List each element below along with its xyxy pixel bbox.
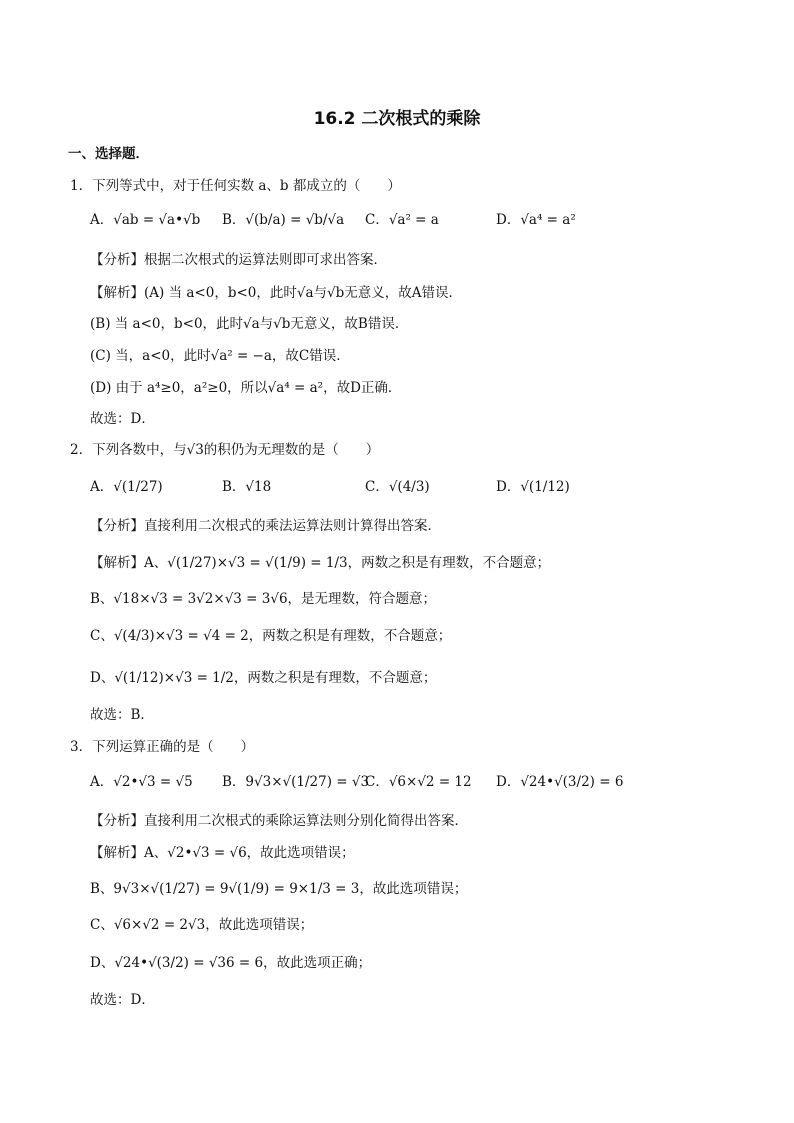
q2-option-a: A．√(1/27) (90, 479, 163, 495)
q2-option-c: C．√(4/3) (365, 479, 430, 495)
q1-solution-line: (C) 当，a<0，此时√a² = −a，故C错误． (90, 348, 350, 364)
q3-solution-line: 【解析】A、√2•√3 = √6，故此选项错误； (90, 845, 355, 861)
q1-solution-line: (B) 当 a<0，b<0，此时√a与√b无意义，故B错误． (90, 316, 409, 332)
q3-option-c: C．√6×√2 = 12 (365, 774, 472, 790)
q1-solution-line: (D) 由于 a⁴≥0，a²≥0，所以√a⁴ = a²，故D正确． (90, 380, 402, 396)
q3-option-a: A．√2•√3 = √5 (90, 774, 193, 790)
q3-option-b: B．9√3×√(1/27) = √3 (222, 774, 370, 790)
q1-solution-line: 【解析】(A) 当 a<0，b<0，此时√a与√b无意义，故A错误． (90, 285, 463, 301)
q2-stem: 2．下列各数中，与√3的积仍为无理数的是（ ） (70, 442, 380, 458)
q3-analysis: 【分析】直接利用二次根式的乘除运算法则分别化简得出答案． (90, 813, 468, 829)
q1-option-c: C．√a² = a (365, 212, 439, 228)
q2-solution-line: D、√(1/12)×√3 = 1/2，两数之积是有理数，不合题意； (90, 670, 437, 686)
q3-solution-line: D、√24•√(3/2) = √36 = 6，故此选项正确； (90, 955, 372, 971)
q3-solution-line: B、9√3×√(1/27) = 9√(1/9) = 9×1/3 = 3，故此选项错误； (90, 881, 468, 897)
q3-option-d: D．√24•√(3/2) = 6 (496, 774, 624, 790)
page-title: 16.2 二次根式的乘除 (313, 109, 481, 129)
q3-solution-line: C、√6×√2 = 2√3，故此选项错误； (90, 917, 314, 933)
q2-solution-line: 【解析】A、√(1/27)×√3 = √(1/9) = 1/3，两数之积是有理数，不合题意； (90, 555, 551, 571)
q2-answer: 故选：B． (90, 707, 154, 723)
q2-option-b: B．√18 (222, 479, 272, 495)
q1-option-b: B．√(b/a) = √b/√a (222, 212, 345, 228)
q1-option-d: D．√a⁴ = a² (496, 212, 576, 228)
q3-answer: 故选：D． (90, 992, 155, 1008)
q2-analysis: 【分析】直接利用二次根式的乘法运算法则计算得出答案． (90, 518, 441, 534)
q2-option-d: D．√(1/12) (496, 479, 570, 495)
q1-answer: 故选：D． (90, 411, 155, 427)
q3-stem: 3．下列运算正确的是（ ） (70, 739, 255, 755)
q1-stem: 1．下列等式中，对于任何实数 a、b 都成立的（ ） (70, 178, 401, 194)
q1-analysis: 【分析】根据二次根式的运算法则即可求出答案． (90, 252, 387, 268)
q2-solution-line: C、√(4/3)×√3 = √4 = 2，两数之积是有理数，不合题意； (90, 628, 452, 644)
q1-option-a: A．√ab = √a•√b (90, 212, 201, 228)
q2-solution-line: B、√18×√3 = 3√2×√3 = 3√6，是无理数，符合题意； (90, 591, 437, 607)
section-heading: 一、选择题． (68, 146, 149, 162)
